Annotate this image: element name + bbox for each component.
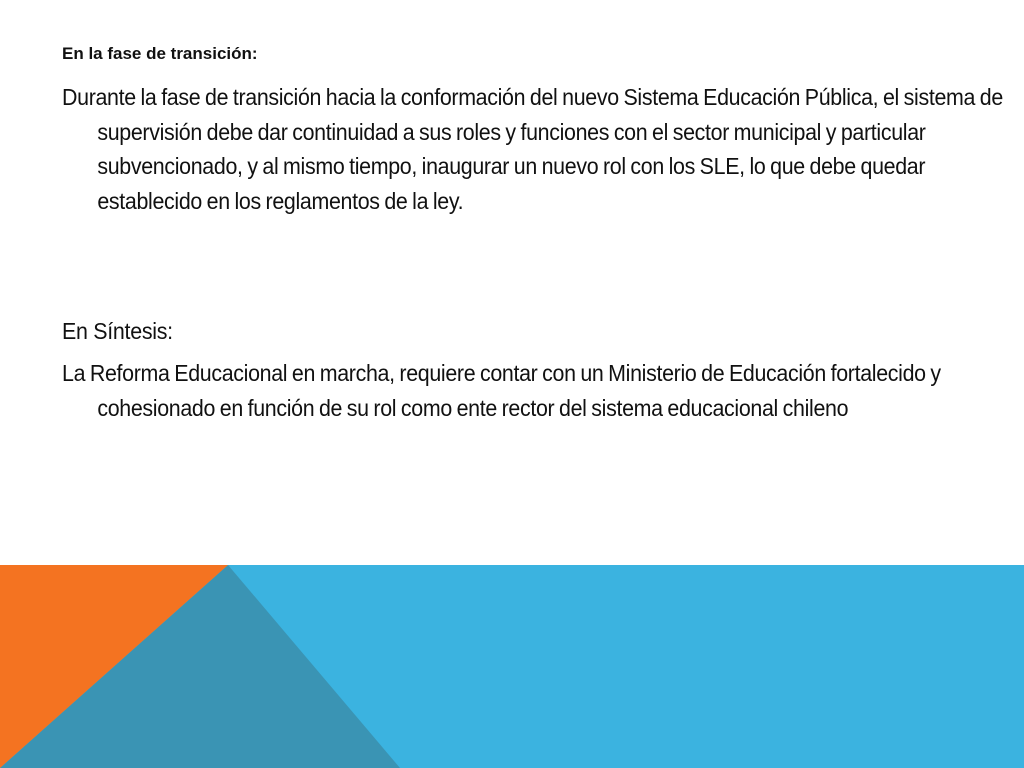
synthesis-heading: En Síntesis: xyxy=(62,318,173,344)
decorative-footer xyxy=(0,565,1024,768)
transition-subheading: En la fase de transición: xyxy=(62,44,258,63)
synthesis-paragraph: La Reforma Educacional en marcha, requiere contar con un Ministerio de Educación fortalecido y cohesionado en función de su rol como ente rector del sistema educacional chileno xyxy=(62,360,941,421)
transition-paragraph: Durante la fase de transición hacia la conformación del nuevo Sistema Educación Pública, el sistema de supervisión debe dar continuidad a sus roles y funciones con el sector municipal y particular subvencionado, y al mismo tiempo, inaugurar un nuevo rol con los SLE, lo que debe quedar establecido en los reglamentos de la ley. xyxy=(62,84,1003,214)
spacer xyxy=(62,218,972,314)
slide-content xyxy=(62,44,1003,425)
